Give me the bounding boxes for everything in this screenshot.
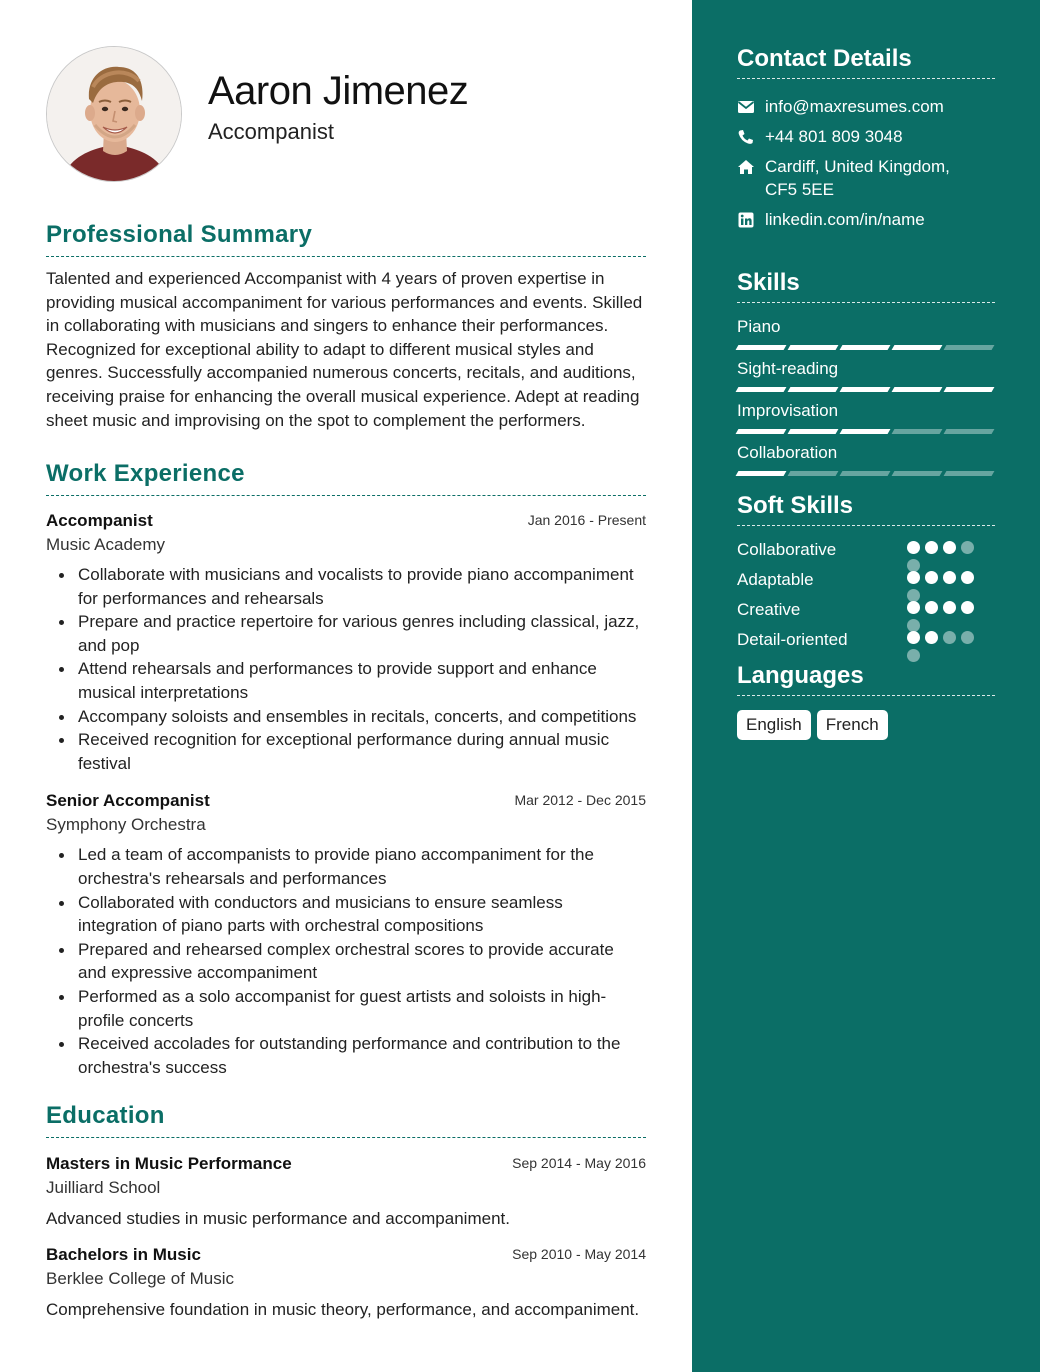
rating-dot <box>961 541 974 554</box>
skill-level-segment <box>788 429 839 434</box>
soft-skills-section <box>737 491 995 659</box>
contact-linkedin[interactable] <box>737 208 995 231</box>
language-badge: French <box>817 710 888 740</box>
address-line-2: CF5 5EE <box>765 180 834 199</box>
skill-level-segment <box>788 345 839 350</box>
rating-dot <box>907 631 920 644</box>
rating-dot <box>925 571 938 584</box>
list-item: Performed as a solo accompanist for guest artists and soloists in high-profile concerts <box>46 985 646 1032</box>
school-name: Juilliard School <box>46 1178 161 1197</box>
rating-dot <box>961 601 974 614</box>
skill-level-segment <box>840 387 891 392</box>
job-entry <box>46 790 646 1079</box>
sidebar <box>692 0 1040 1372</box>
skill-level-segment <box>736 429 787 434</box>
profile-photo <box>47 47 182 182</box>
skill-name: Piano <box>737 317 781 336</box>
languages-section <box>737 661 995 740</box>
soft-skill-item <box>737 569 995 599</box>
job-dates: Mar 2012 - Dec 2015 <box>514 792 646 809</box>
skill-level-segment <box>736 345 787 350</box>
contact-address <box>737 155 995 201</box>
address-line-1: Cardiff, United Kingdom, <box>765 157 950 176</box>
rating-dot <box>961 631 974 644</box>
rating-dot <box>925 541 938 554</box>
rating-dot <box>943 571 956 584</box>
skill-item <box>737 358 995 392</box>
education-dates: Sep 2010 - May 2014 <box>512 1245 646 1262</box>
summary-heading: Professional Summary <box>46 220 646 257</box>
skill-level-bar <box>737 345 995 350</box>
experience-section <box>46 459 646 1079</box>
soft-skill-rating <box>907 601 979 617</box>
skills-heading: Skills <box>737 268 995 303</box>
resume-header <box>46 46 646 182</box>
job-entry <box>46 510 646 775</box>
education-entry <box>46 1153 646 1231</box>
skill-name: Improvisation <box>737 401 839 420</box>
list-item: Prepared and rehearsed complex orchestral scores to provide accurate and expressive accompaniment <box>46 938 646 985</box>
rating-dot <box>907 571 920 584</box>
rating-dot <box>943 541 956 554</box>
email-text: info@maxresumes.com <box>765 97 944 116</box>
degree-title: Masters in Music Performance <box>46 1154 292 1173</box>
education-description: Advanced studies in music performance and accompaniment. <box>46 1209 510 1228</box>
skill-name: Sight-reading <box>737 359 839 378</box>
skill-level-segment <box>892 471 943 476</box>
soft-skill-rating <box>907 571 979 587</box>
degree-title: Bachelors in Music <box>46 1244 201 1264</box>
contact-section <box>737 44 995 231</box>
soft-skill-rating <box>907 631 979 647</box>
soft-skill-name: Collaborative <box>737 540 837 559</box>
list-item: Led a team of accompanists to provide piano accompaniment for the orchestra's rehearsals and performances <box>46 843 646 890</box>
skill-level-segment <box>840 471 891 476</box>
avatar <box>46 46 182 182</box>
home-icon <box>737 159 755 175</box>
job-title: Accompanist <box>46 511 153 530</box>
education-section <box>46 1101 646 1321</box>
rating-dot <box>943 601 956 614</box>
contact-heading: Contact Details <box>737 44 995 79</box>
job-organization: Music Academy <box>46 535 166 554</box>
list-item: Received accolades for outstanding performance and contribution to the orchestra's success <box>46 1032 646 1079</box>
phone-icon <box>737 129 755 145</box>
soft-skills-list <box>737 539 995 659</box>
skill-level-segment <box>944 429 995 434</box>
skill-level-segment <box>944 471 995 476</box>
languages-list <box>737 710 995 740</box>
rating-dot <box>925 601 938 614</box>
skill-level-bar <box>737 429 995 434</box>
contact-phone[interactable] <box>737 125 995 148</box>
soft-skills-heading: Soft Skills <box>737 491 995 526</box>
skill-level-segment <box>892 345 943 350</box>
soft-skill-item <box>737 599 995 629</box>
skill-level-segment <box>944 387 995 392</box>
soft-skill-item <box>737 539 995 569</box>
skill-level-segment <box>944 345 995 350</box>
skill-level-segment <box>892 429 943 434</box>
soft-skill-item <box>737 629 995 659</box>
experience-heading: Work Experience <box>46 459 646 496</box>
skill-item <box>737 400 995 434</box>
skill-level-segment <box>840 429 891 434</box>
job-title: Senior Accompanist <box>46 791 210 811</box>
linkedin-text: linkedin.com/in/name <box>765 210 925 229</box>
linkedin-icon <box>737 212 755 228</box>
job-organization: Symphony Orchestra <box>46 815 206 835</box>
education-entry <box>46 1244 646 1322</box>
skill-level-segment <box>788 387 839 392</box>
candidate-title: Accompanist <box>208 119 334 144</box>
soft-skill-name: Detail-oriented <box>737 630 848 649</box>
skill-item <box>737 442 995 476</box>
skill-level-segment <box>788 471 839 476</box>
job-dates: Jan 2016 - Present <box>527 512 646 528</box>
rating-dot <box>907 541 920 554</box>
job-bullets <box>46 563 646 775</box>
soft-skill-name: Creative <box>737 600 801 619</box>
summary-text: Talented and experienced Accompanist with 4 years of proven expertise in providing musical accompaniment for various performances and events. Skilled in collaborating with musicians and singers to enhance their performances. Recognized for exceptional ability to adapt to different musical styles and genres. Successfully accompanied numerous concerts, recitals, and auditions, receiving praise for enhancing the overall musical experience. Adept at reading sheet music and improvising on the spot to complement the performers. <box>46 269 643 430</box>
education-heading: Education <box>46 1101 646 1138</box>
rating-dot <box>961 571 974 584</box>
skill-level-segment <box>840 345 891 350</box>
rating-dot <box>907 601 920 614</box>
list-item: Received recognition for exceptional performance during annual music festival <box>46 728 646 775</box>
languages-heading: Languages <box>737 661 995 696</box>
skill-level-bar <box>737 387 995 392</box>
skills-section <box>737 268 995 476</box>
skill-item <box>737 316 995 350</box>
language-badge: English <box>737 710 811 740</box>
skill-level-segment <box>892 387 943 392</box>
education-dates: Sep 2014 - May 2016 <box>512 1155 646 1171</box>
education-description: Comprehensive foundation in music theory, performance, and accompaniment. <box>46 1299 640 1319</box>
rating-dot <box>943 631 956 644</box>
skills-list <box>737 316 995 476</box>
soft-skill-name: Adaptable <box>737 570 814 589</box>
skill-level-segment <box>736 387 787 392</box>
list-item: Collaborated with conductors and musicians to ensure seamless integration of piano parts with orchestral compositions <box>46 891 646 938</box>
rating-dot <box>925 631 938 644</box>
skill-level-segment <box>736 471 787 476</box>
job-bullets <box>46 843 646 1079</box>
list-item: Attend rehearsals and performances to provide support and enhance musical interpretations <box>46 657 646 704</box>
contact-email[interactable] <box>737 95 995 118</box>
list-item: Prepare and practice repertoire for various genres including classical, jazz, and pop <box>46 610 646 657</box>
skill-name: Collaboration <box>737 443 838 462</box>
envelope-icon <box>737 99 755 115</box>
list-item: Collaborate with musicians and vocalists to provide piano accompaniment for performances and rehearsals <box>46 563 646 610</box>
soft-skill-rating <box>907 541 979 557</box>
summary-section <box>46 220 646 432</box>
list-item: Accompany soloists and ensembles in recitals, concerts, and competitions <box>46 705 646 729</box>
candidate-name: Aaron Jimenez <box>208 69 469 113</box>
school-name: Berklee College of Music <box>46 1268 235 1288</box>
skill-level-bar <box>737 471 995 476</box>
phone-text: +44 801 809 3048 <box>765 127 903 146</box>
